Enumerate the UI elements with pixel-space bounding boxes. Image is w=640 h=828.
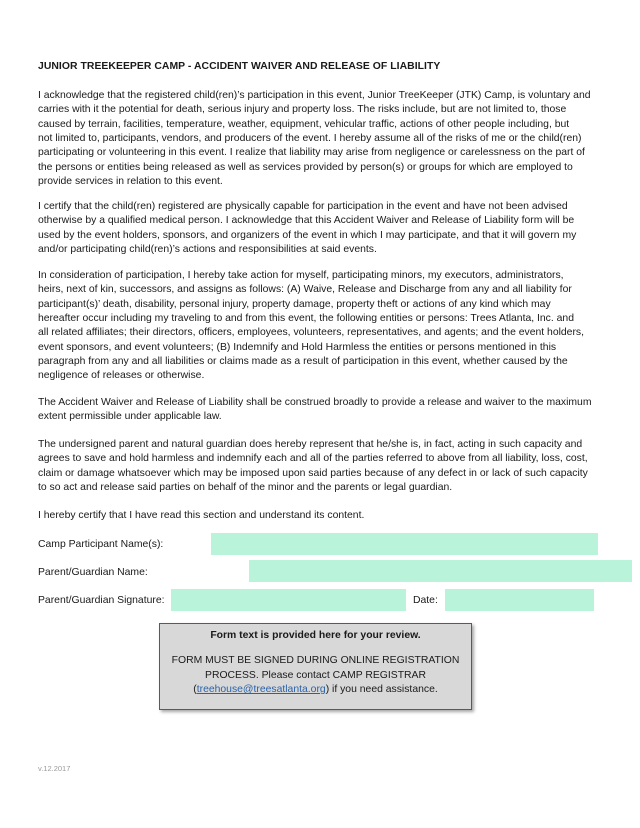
text-line: extent permissible under applicable law. bbox=[38, 411, 222, 423]
version-label: v.12.2017 bbox=[38, 764, 71, 773]
text-line: heirs, next of kin, successors, and assigns as follows: (A) Waive, Release and Discharge from any and all liability for bbox=[38, 284, 572, 296]
date-field[interactable] bbox=[445, 589, 594, 611]
date-label: Date: bbox=[413, 595, 438, 606]
text-line: claim or damage whatsoever which may be imposed upon said parties because of any defect in or lack of such capacity bbox=[38, 467, 588, 479]
text-line: participating or volunteering in this event. I realize that liability may arise from negligence or carelessness on the part of bbox=[38, 147, 585, 159]
notice-line: PROCESS. Please contact CAMP REGISTRAR bbox=[205, 669, 426, 681]
notice-body bbox=[160, 654, 471, 698]
text-line: all related affiliates; their directors, officers, employees, volunteers, representatives, and agents; and the event holders, bbox=[38, 327, 585, 339]
text-line: I acknowledge that the registered child(ren)’s participation in this event, Junior TreeKeeper (JTK) Camp, is voluntary and bbox=[38, 90, 591, 101]
participant-name-field[interactable] bbox=[211, 533, 598, 555]
guardian-name-label: Parent/Guardian Name: bbox=[38, 567, 148, 578]
text-line: provide services in relation to this event. bbox=[38, 176, 223, 188]
paragraph-guardian-representation bbox=[38, 438, 604, 495]
notice-line bbox=[160, 683, 471, 698]
text-line: not limited to, participants, vendors, and producers of the event. I hereby assume all of the risks of me or the child(ren) bbox=[38, 133, 582, 145]
text-line: The undersigned parent and natural guardian does hereby represent that he/she is, in fact, acting in such capacity and bbox=[38, 439, 583, 450]
document-title: JUNIOR TREEKEEPER CAMP - ACCIDENT WAIVER AND RELEASE OF LIABILITY bbox=[38, 61, 441, 72]
text-line: agrees to save and hold harmless and indemnify each and all of the parties referred to above from all liability, loss, cost, bbox=[38, 453, 588, 465]
text-line: the persons or entities being released as well as services provided by person(s) or groups for which are employed to bbox=[38, 161, 573, 173]
participant-name-label: Camp Participant Name(s): bbox=[38, 539, 164, 550]
guardian-name-field[interactable] bbox=[249, 560, 632, 582]
text-line: I certify that the child(ren) registered are physically capable for participation in the event and have not been advised bbox=[38, 201, 568, 212]
text-line: used by the event holders, sponsors, and organizers of the event in which I may participate, and that it will govern my bbox=[38, 229, 577, 241]
text-line: to so act and release said parties on behalf of the minor and the parents or legal guardian. bbox=[38, 482, 453, 494]
notice-line-tail: ) if you need assistance. bbox=[325, 684, 438, 695]
text-line: paragraph from any and all liabilities or claims made as a result of participation in this event, whether caused by the bbox=[38, 356, 568, 368]
text-line: The Accident Waiver and Release of Liability shall be construed broadly to provide a release and waiver to the maximum bbox=[38, 397, 592, 408]
notice-line: FORM MUST BE SIGNED DURING ONLINE REGISTRATION bbox=[171, 655, 460, 666]
text-line: In consideration of participation, I hereby take action for myself, participating minors, my executors, administrators, bbox=[38, 270, 564, 281]
paragraph-medical-certification bbox=[38, 200, 604, 257]
text-line: participant(s)’ death, disability, personal injury, property damage, property theft or actions of any kind which may bbox=[38, 298, 551, 310]
notice-heading: Form text is provided here for your review. bbox=[210, 630, 421, 641]
text-line: negligence of releases or otherwise. bbox=[38, 370, 205, 382]
text-line: caused by terrain, facilities, temperature, weather, equipment, vehicular traffic, actions of other people including, but bbox=[38, 118, 570, 130]
text-line: and/or participating child(ren)’s actions and responsibilities at said events. bbox=[38, 244, 377, 256]
text-line: event sponsors, and event volunteers; (B) Indemnify and Hold Harmless the entities or persons mentioned in this bbox=[38, 341, 557, 353]
paragraph-risk-acknowledgment bbox=[38, 89, 604, 189]
guardian-signature-label: Parent/Guardian Signature: bbox=[38, 595, 165, 606]
registrar-email-link[interactable]: treehouse@treesatlanta.org bbox=[196, 684, 326, 695]
paragraph-certification bbox=[38, 509, 604, 523]
text-line: carries with it the potential for death, serious injury and property loss. The risks include, but are not limited to, those bbox=[38, 104, 567, 116]
guardian-signature-field[interactable] bbox=[171, 589, 406, 611]
text-line: I hereby certify that I have read this section and understand its content. bbox=[38, 510, 365, 521]
registration-notice-box bbox=[159, 623, 472, 710]
paren-open: ( bbox=[193, 684, 197, 695]
paragraph-waiver-indemnity bbox=[38, 269, 604, 384]
text-line: hereafter occur including my traveling to and from this event, the following entities or persons: Trees Atlanta, Inc. and bbox=[38, 313, 574, 325]
paragraph-construction bbox=[38, 396, 604, 425]
text-line: otherwise by a qualified medical person. I acknowledge that this Accident Waiver and Release of Liability form will be bbox=[38, 215, 575, 227]
